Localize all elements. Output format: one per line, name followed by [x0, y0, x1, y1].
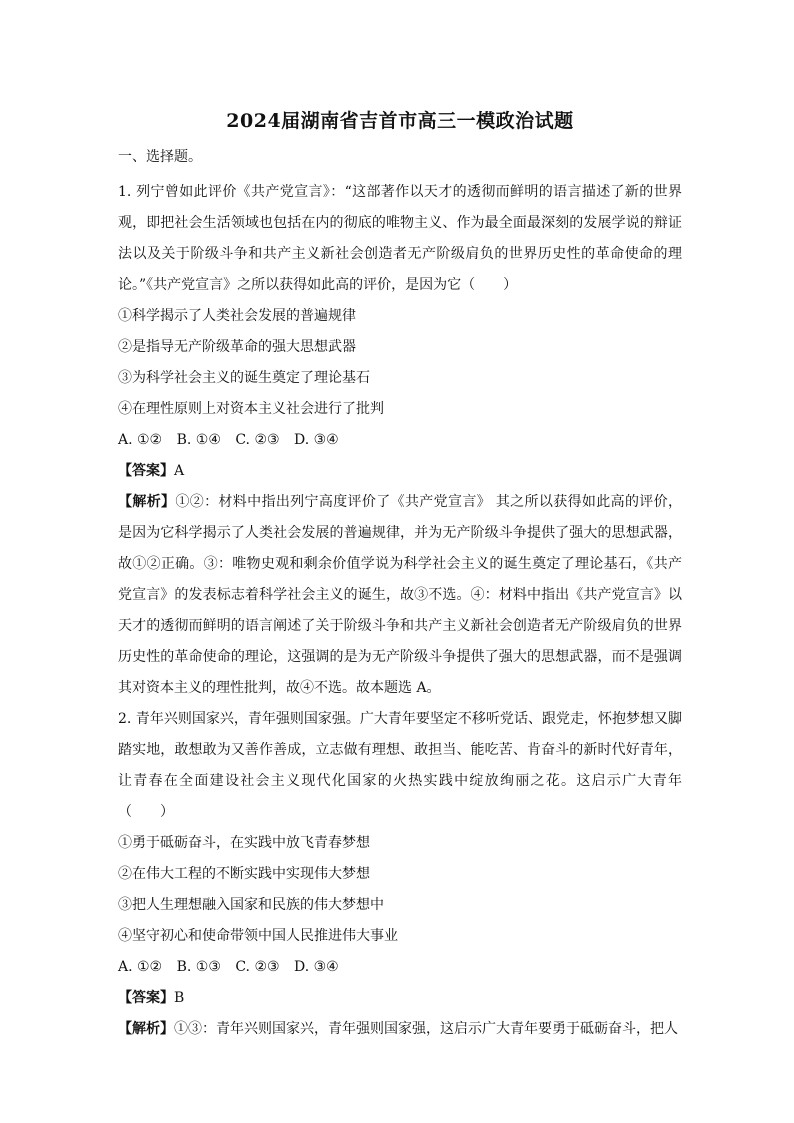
- page-title: 2024届湖南省吉首市高三一模政治试题: [226, 110, 574, 132]
- question-2-option-c: C. ②③: [235, 959, 280, 975]
- question-2-item-2: ②在伟大工程的不断实践中实现伟大梦想: [118, 866, 370, 882]
- question-1-analysis: [118, 487, 682, 704]
- question-2-analysis: [118, 1014, 682, 1045]
- question-1-option-c: C. ②③: [235, 432, 280, 448]
- question-1-answer: [118, 456, 682, 487]
- question-2-option-a: A. ①②: [118, 959, 163, 975]
- question-2-item-1: ①勇于砥砺奋斗，在实践中放飞青春梦想: [118, 835, 370, 851]
- answer-label: 【答案】: [118, 463, 174, 479]
- question-1-stem: 1. 列宁曾如此评价《共产党宣言》：“这部著作以天才的透彻而鲜明的语言描述了新的世界观，即把社会生活领域也包括在内的彻底的唯物主义、作为最全面最深刻的发展学说的辩证法以及关于阶级斗争和共产主义新社会创造者无产阶级肩负的世界历史性的革命使命的理论。”《共产党宣言》之所以获得如此高的评价，是因为它（ ）: [118, 184, 682, 293]
- answer-label: 【答案】: [118, 990, 174, 1006]
- question-2-stem: 2. 青年兴则国家兴，青年强则国家强。广大青年要坚定不移听党话、跟党走，怀抱梦想又脚踏实地，敢想敢为又善作善成，立志做有理想、敢担当、能吃苦、肯奋斗的新时代好青年，让青春在全面建设社会主义现代化国家的火热实践中绽放绚丽之花。这启示广大青年（ ）: [118, 711, 682, 820]
- analysis-text: ①②：材料中指出列宁高度评价了《共产党宣言》 其之所以获得如此高的评价，是因为它科学揭示了人类社会发展的普遍规律，并为无产阶级斗争提供了强大的思想武器，故①②正确。③：唯物史观和剩余价值学说为科学社会主义的诞生奠定了理论基石，《共产党宣言》的发表标志着科学社会主义的诞生，故③不选。④：材料中指出《共产党宣言》以天才的透彻而鲜明的语言阐述了关于阶级斗争和共产主义新社会创造者无产阶级肩负的世界历史性的革命使命的理论，这强调的是为无产阶级斗争提供了强大的思想武器，而不是强调其对资本主义的理性批判，故④不选。故本题选 A。: [118, 494, 682, 696]
- question-2-options: [118, 952, 682, 983]
- analysis-text: ①③：青年兴则国家兴，青年强则国家强，这启示广大青年要勇于砥砺奋斗，把人: [174, 1021, 678, 1037]
- question-2-answer: [118, 983, 682, 1014]
- answer-value: A: [174, 463, 185, 479]
- question-2-option-b: B. ①③: [176, 959, 221, 975]
- analysis-label: 【解析】: [118, 494, 176, 510]
- question-1-item-3: ③为科学社会主义的诞生奠定了理论基石: [118, 370, 370, 386]
- question-1-item-2: ②是指导无产阶级革命的强大思想武器: [118, 339, 356, 355]
- question-1-options: [118, 425, 682, 456]
- analysis-label: 【解析】: [118, 1021, 174, 1037]
- question-1-option-d: D. ③④: [294, 432, 339, 448]
- question-1-item-1: ①科学揭示了人类社会发展的普遍规律: [118, 308, 356, 324]
- question-2-option-d: D. ③④: [294, 959, 339, 975]
- question-1-item-4: ④在理性原则上对资本主义社会进行了批判: [118, 401, 384, 417]
- question-2-item-3: ③把人生理想融入国家和民族的伟大梦想中: [118, 897, 384, 913]
- question-1-option-b: B. ①④: [176, 432, 221, 448]
- section-heading: 一、选择题。: [118, 149, 202, 165]
- question-1-option-a: A. ①②: [118, 432, 163, 448]
- answer-value: B: [174, 990, 185, 1006]
- question-2-item-4: ④坚守初心和使命带领中国人民推进伟大事业: [118, 928, 398, 944]
